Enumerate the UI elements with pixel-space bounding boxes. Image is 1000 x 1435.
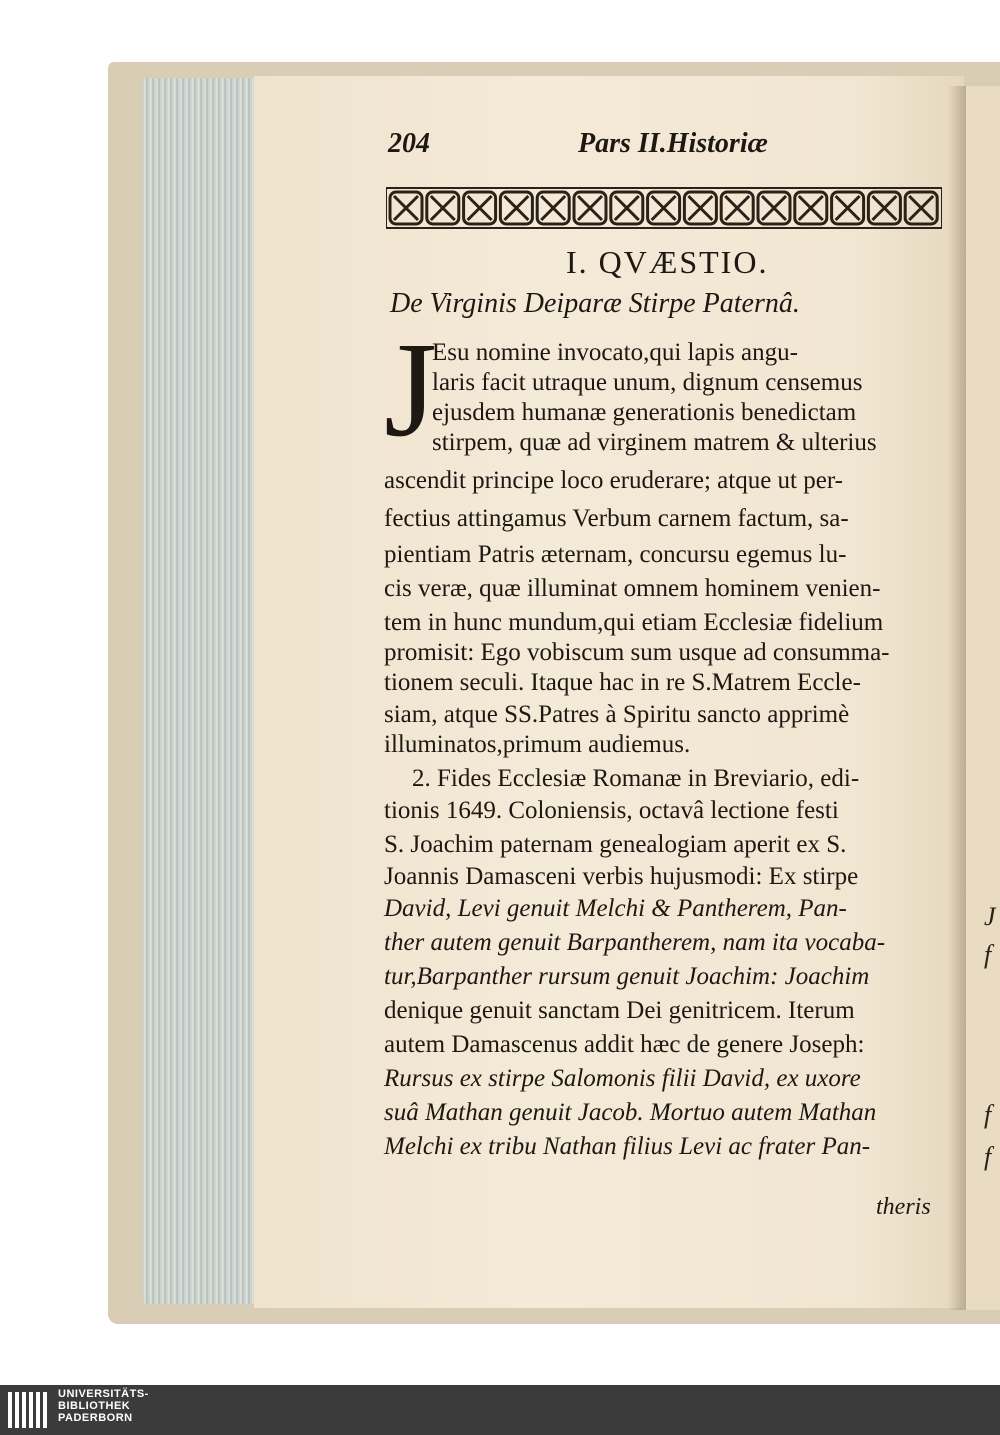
text-line: tur,Barpanther rursum genuit Joachim: Joachim bbox=[384, 963, 870, 990]
quaestio-title: I. QVÆSTIO. bbox=[566, 244, 769, 280]
text-line: laris facit utraque unum, dignum censemus bbox=[432, 369, 863, 396]
text-line: David, Levi genuit Melchi & Pantherem, Pan- bbox=[384, 895, 847, 922]
text-line: ascendit principe loco eruderare; atque ut per- bbox=[384, 467, 843, 494]
library-name-line: BIBLIOTHEK bbox=[58, 1400, 131, 1412]
facing-page-fragment: f bbox=[984, 1142, 992, 1171]
text-line: tionem seculi. Itaque hac in re S.Matrem Eccle- bbox=[384, 669, 861, 696]
library-name-line: PADERBORN bbox=[58, 1412, 133, 1424]
library-name-line: UNIVERSITÄTS- bbox=[58, 1388, 149, 1400]
text-line: illuminatos,primum audiemus. bbox=[384, 731, 691, 758]
quaestio-subtitle: De Virginis Deiparæ Stirpe Paternâ. bbox=[390, 288, 800, 319]
catchword: theris bbox=[876, 1194, 931, 1220]
text-line: Joannis Damasceni verbis hujusmodi: Ex stirpe bbox=[384, 863, 859, 890]
text-line: Rursus ex stirpe Salomonis filii David, ex uxore bbox=[384, 1065, 861, 1092]
text-line: tionis 1649. Coloniensis, octavâ lectione festi bbox=[384, 797, 839, 824]
text-line: autem Damascenus addit hæc de genere Joseph: bbox=[384, 1031, 865, 1058]
facing-page-fragment: f bbox=[984, 940, 992, 969]
text-line: Esu nomine invocato,qui lapis angu- bbox=[432, 339, 798, 366]
text-line: promisit: Ego vobiscum sum usque ad consumma- bbox=[384, 639, 890, 666]
facing-page-fragment: J bbox=[984, 902, 996, 931]
text-line: denique genuit sanctam Dei genitricem. Iterum bbox=[384, 997, 855, 1024]
text-line: stirpem, quæ ad virginem matrem & ulterius bbox=[432, 429, 877, 456]
facing-page bbox=[962, 86, 1000, 1310]
text-line: tem in hunc mundum,qui etiam Ecclesiæ fidelium bbox=[384, 609, 884, 636]
text-line: Melchi ex tribu Nathan filius Levi ac frater Pan- bbox=[384, 1133, 871, 1160]
ornament-band-icon bbox=[386, 184, 942, 232]
text-line: fectius attingamus Verbum carnem factum, sa- bbox=[384, 505, 849, 532]
library-name bbox=[58, 1388, 258, 1424]
page-edges bbox=[143, 78, 255, 1304]
text-line: suâ Mathan genuit Jacob. Mortuo autem Mathan bbox=[384, 1099, 877, 1126]
text-line: ejusdem humanæ generationis benedictam bbox=[432, 399, 857, 426]
drop-cap-initial: J bbox=[384, 315, 437, 465]
page-number: 204 bbox=[388, 128, 430, 159]
text-line: pientiam Patris æternam, concursu egemus lu- bbox=[384, 541, 847, 568]
text-line: ther autem genuit Barpantherem, nam ita vocaba- bbox=[384, 929, 886, 956]
text-line: 2. Fides Ecclesiæ Romanæ in Breviario, edi- bbox=[412, 765, 860, 792]
text-line: S. Joachim paternam genealogiam aperit ex S. bbox=[384, 831, 847, 858]
running-head: Pars II.Historiæ bbox=[578, 128, 768, 159]
gutter-shadow bbox=[948, 86, 966, 1310]
facing-page-fragment: f bbox=[984, 1100, 992, 1129]
library-logo-icon bbox=[6, 1390, 50, 1430]
text-line: cis veræ, quæ illuminat omnem hominem venien- bbox=[384, 575, 881, 602]
text-line: siam, atque SS.Patres à Spiritu sancto apprimè bbox=[384, 701, 850, 728]
